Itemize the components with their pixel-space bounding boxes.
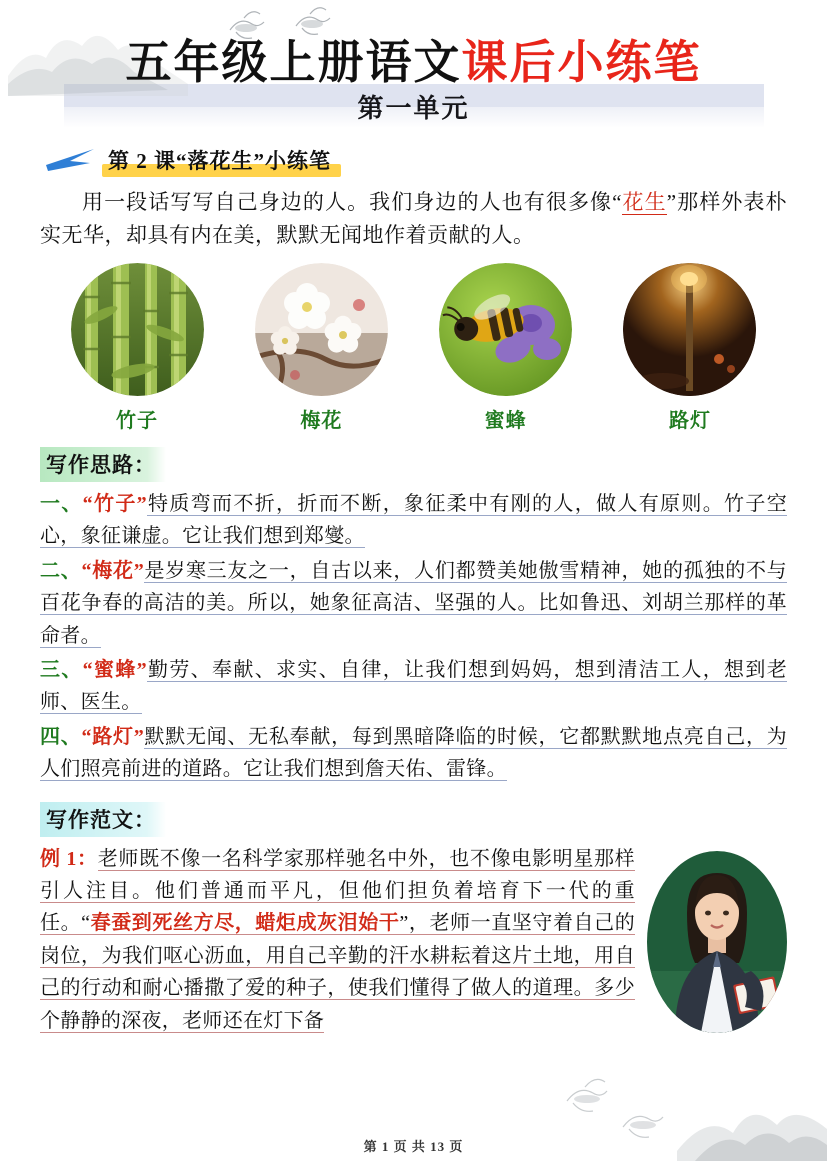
picture-item-plum bbox=[246, 263, 396, 433]
picture-item-lamp bbox=[615, 263, 765, 433]
page-footer bbox=[0, 1136, 827, 1155]
idea-text: 特质弯而不折，折而不断，象征柔中有刚的人，做人有原则。竹子空心，象征谦虚。它让我们想到郑燮。 bbox=[40, 493, 788, 548]
bee-photo bbox=[439, 263, 572, 396]
idea-text: 默默无闻、无私奉献，每到黑暗降临的时候，它都默默地点亮自己，为人们照亮前进的道路。它让我们想到詹天佑、雷锋。 bbox=[40, 725, 787, 781]
picture-label: 路灯 bbox=[668, 410, 711, 433]
idea-number: 一、 bbox=[40, 493, 83, 516]
picture-item-bamboo bbox=[62, 263, 212, 433]
page-title bbox=[40, 0, 787, 88]
lesson-heading bbox=[40, 142, 787, 178]
essay-example-label: 例 1： bbox=[40, 847, 98, 870]
title-main-text: 五年级上册语文 bbox=[125, 37, 462, 88]
essay-text-part2: ”，老师一直坚守着自己的岗位，为我们呕心沥血，用自己辛勤的汗水耕耘着这片土地，用自己的行动和耐心播撒了爱的种子，使我们懂得了做人的道理。多少个静静的深夜，老师还在灯下备 bbox=[40, 912, 636, 1032]
intro-text-part1: 用一段话写写自己身边的人。我们身边的人也有很多像“ bbox=[82, 190, 622, 214]
picture-label: 梅花 bbox=[300, 410, 343, 433]
lesson-title bbox=[102, 145, 337, 175]
page-number-text: 第 1 页 共 13 页 bbox=[363, 1139, 464, 1154]
idea-keyword: “蜜蜂” bbox=[82, 659, 147, 682]
idea-item bbox=[40, 654, 787, 719]
idea-text: 是岁寒三友之一，自古以来，人们都赞美她傲雪精神，她的孤独的不与百花争春的高洁的美。所以，她象征高洁、坚强的人。比如鲁迅、刘胡兰那样的革命者。 bbox=[40, 559, 787, 647]
arrow-marker-icon bbox=[44, 147, 96, 173]
sample-essay-block bbox=[40, 843, 787, 1037]
intro-paragraph bbox=[40, 186, 787, 251]
essay-quote: 春蚕到死丝方尽，蜡炬成灰泪始干 bbox=[90, 912, 400, 935]
bamboo-photo bbox=[71, 263, 204, 396]
lesson-title-text: 第 2 课“落花生”小练笔 bbox=[108, 149, 331, 173]
intro-text-part2: ”那样外表朴实无华，却具有内在美，默默无闻地作着贡献的人。 bbox=[40, 190, 787, 247]
idea-number: 二、 bbox=[40, 559, 82, 582]
teacher-portrait-photo bbox=[647, 851, 787, 1033]
street-lamp-photo bbox=[623, 263, 756, 396]
idea-item bbox=[40, 555, 787, 652]
intro-highlight-word: 花生 bbox=[621, 190, 667, 214]
essay-text-part1: 老师既不像一名科学家那样驰名中外，也不像电影明星那样引人注目。他们普通而平凡，但他们担负着培育下一代的重任。“ bbox=[40, 847, 635, 935]
picture-label: 蜜蜂 bbox=[484, 410, 527, 433]
sample-section-label: 写作范文： bbox=[40, 802, 166, 837]
idea-item bbox=[40, 488, 787, 553]
idea-item bbox=[40, 721, 787, 786]
plum-blossom-photo bbox=[255, 263, 388, 396]
picture-row bbox=[40, 263, 787, 433]
idea-text: 勤劳、奉献、求实、自律，让我们想到妈妈，想到清洁工人，想到老师、医生。 bbox=[40, 659, 788, 714]
idea-keyword: “竹子” bbox=[82, 493, 147, 516]
ideas-section-label: 写作思路： bbox=[40, 447, 166, 482]
picture-item-bee bbox=[431, 263, 581, 433]
unit-banner-label: 第一单元 bbox=[357, 93, 470, 123]
idea-keyword: “梅花” bbox=[81, 559, 145, 582]
ideas-list bbox=[40, 488, 787, 786]
title-accent-text: 课后小练笔 bbox=[461, 37, 702, 88]
idea-number: 四、 bbox=[40, 725, 82, 748]
picture-label: 竹子 bbox=[116, 410, 158, 433]
idea-keyword: “路灯” bbox=[81, 725, 145, 748]
idea-number: 三、 bbox=[40, 659, 83, 682]
